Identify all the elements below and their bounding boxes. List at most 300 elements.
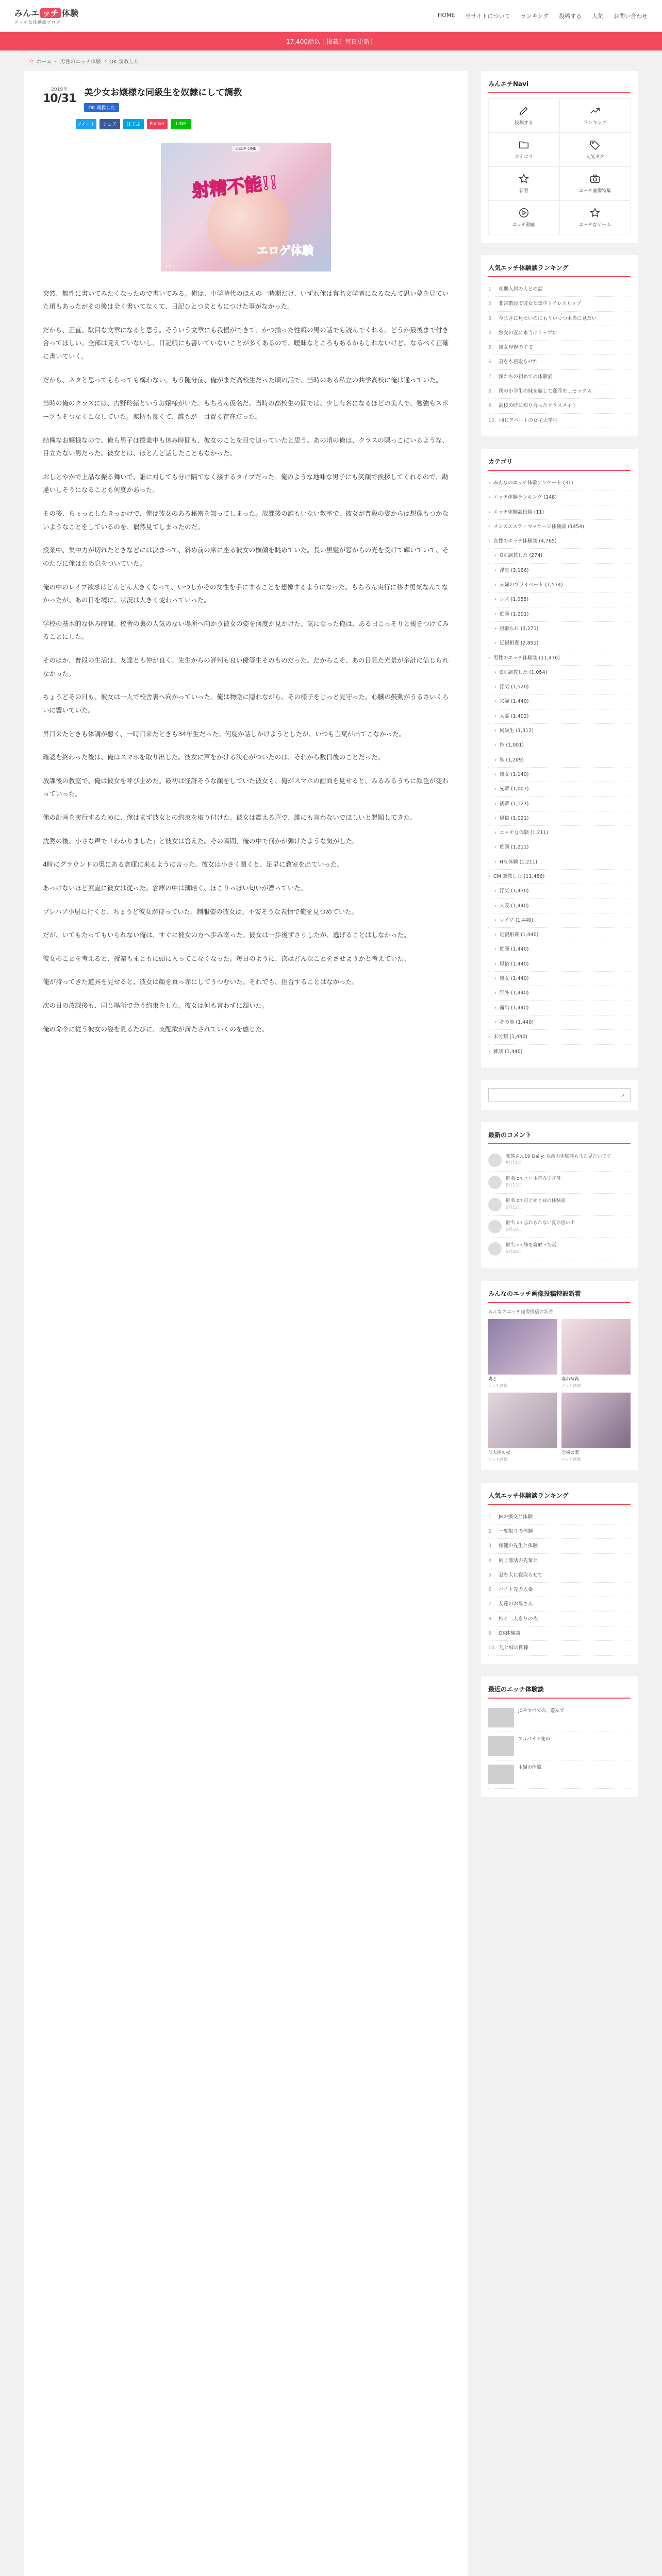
nav-about[interactable]: 当サイトについて [465, 12, 510, 20]
latest-list [488, 1704, 631, 1789]
navi-title: みんエチNavi [488, 79, 631, 93]
post-paragraph: 昇日来たときも体調が悪く、一時日来たときも34年生だった。何度か話しかけようとしたが、いつも言葉が出てこなかった。 [43, 730, 406, 738]
category-item[interactable] [488, 1001, 631, 1015]
popular-card[interactable] [561, 1319, 631, 1388]
comments-title: 最新のコメント [488, 1130, 631, 1144]
ranking-number: 8. [488, 1616, 493, 1622]
post-paragraph: 俺の中のレイプ欲求はどんどん大きくなって、いつしかその女性を手にすることを想像するようになった。もちろん実行に移す勇気なんてなかったが、あの日を境に、状況は大きく変わっていった。 [43, 583, 449, 604]
share-twitter-button[interactable]: ツイート [76, 119, 96, 129]
share-pocket-button[interactable]: Pocket [147, 119, 168, 129]
pencil-icon [518, 105, 529, 116]
popular-thumbnail [488, 1319, 557, 1375]
ranking-item-label: JKの援交と体験 [499, 1514, 533, 1520]
hero-banner[interactable] [161, 143, 331, 272]
category-item[interactable] [488, 768, 631, 782]
ranking-item[interactable] [488, 1510, 631, 1524]
search-box [488, 1088, 631, 1101]
hero-subheadline: エロゲ体験 [256, 244, 313, 258]
chevron-right-icon: › [494, 684, 496, 690]
comments-widget [481, 1122, 638, 1268]
ranking-item-label: 今まさに見たいのにもういっつ本当に見たい [499, 315, 597, 321]
logo-part1: みんエ [14, 8, 40, 18]
chevron-right-icon: › [494, 786, 496, 792]
chevron-right-icon: › [494, 815, 496, 821]
sidebar [481, 71, 638, 1809]
post-paragraph: だから、正直、駄目な文章になると思う。そういう文章にも我慢ができて、かつ揃った性癖の男の話でも読んでくれる、どうか最後まで付き合ってほしい。全部は覚えていないし、日記帳にも書いていないことが多くあるので、曖昧なところもあるかもしれないけど、なるべく正確に書いていく。 [43, 326, 449, 360]
category-item[interactable] [488, 811, 631, 826]
navi-item-label: カテゴリ [515, 155, 533, 160]
navi-item-pencil[interactable] [488, 98, 559, 132]
popular-card[interactable] [488, 1319, 557, 1388]
post-paragraph: 当時の俺のクラスには、古野玲緒というお嬢様がいた。もちろん仮名だ。当時の高校生の間では、少し有名になるほどの美人で、勉強もスポーツもそつなくこなしていた。家柄も良くて、誰もが一目置く存在だった。 [43, 399, 449, 420]
category-item[interactable] [488, 549, 631, 563]
search-input[interactable] [489, 1089, 616, 1101]
category-item[interactable] [488, 899, 631, 913]
category-item[interactable] [488, 622, 631, 636]
comment-item[interactable] [488, 1216, 631, 1238]
popular-meta: エッチ画像 [561, 1456, 581, 1462]
navi-item-gamepad[interactable] [559, 200, 631, 234]
category-label: 女性のエッチ体験談 (4,765) [493, 538, 557, 545]
latest-item[interactable] [488, 1732, 631, 1760]
category-label: 未分類 (1,440) [493, 1034, 527, 1040]
category-title: カテゴリ [488, 457, 631, 471]
article [24, 71, 468, 2576]
hero-headline: 射精不能!! [191, 172, 278, 202]
site-logo[interactable] [14, 7, 78, 25]
chevron-right-icon: › [494, 597, 496, 603]
latest-title: 最近のエッチ体験談 [488, 1685, 631, 1699]
ranking-item[interactable] [488, 312, 631, 326]
comment-body [506, 1176, 561, 1189]
category-item[interactable] [488, 753, 631, 768]
popular-thumbnail [561, 1319, 631, 1375]
latest-thumbnail [488, 1708, 514, 1727]
post-date [43, 87, 76, 105]
category-item[interactable] [488, 505, 631, 520]
ranking-item[interactable] [488, 297, 631, 311]
ranking-number: 5. [488, 1572, 493, 1578]
post-paragraph: 突然、無性に書いてみたくなったので書いてみる。俺は、中学時代のほんの一時期だけ、いずれ俺は有名文学者になるなんて思い夢を見ていた頃もあったがその後は全く書いてなくて、日記ひとつまともにつけた事がなかった。 [43, 289, 449, 311]
chevron-right-icon: › [494, 1019, 496, 1025]
category-label: 近親相姦 (1,440) [499, 932, 539, 938]
chevron-right-icon: › [488, 1048, 490, 1055]
share-line-button[interactable]: LINE [171, 119, 191, 129]
category-label: エッチ体験ランキング (148) [493, 495, 557, 501]
comment-timestamp: 5月08日 [506, 1249, 522, 1255]
category-label: 露出 (1,440) [499, 1005, 529, 1011]
ranking-item[interactable] [488, 370, 631, 384]
popular-thumbnail [561, 1393, 631, 1448]
category-label: 痴漢 (1,201) [499, 611, 529, 617]
search-icon: ⌕ [621, 1090, 625, 1098]
category-item[interactable] [488, 840, 631, 855]
post-paragraph: だが、いてもたってもいられない俺は、すぐに彼女の方へ歩み寄った。彼女は一歩後ずさりしたが、逃げることはしなかった。 [43, 931, 410, 939]
category-label: 近親相姦 (2,891) [499, 640, 539, 647]
chevron-right-icon: › [494, 611, 496, 617]
category-item[interactable] [488, 1030, 631, 1044]
chevron-right-icon: › [494, 1005, 496, 1011]
navi-item-clock[interactable] [488, 166, 559, 200]
comment-text: 匿名 on 忘れられない夏の思い出 [506, 1220, 575, 1226]
popular-card[interactable] [561, 1393, 631, 1462]
navi-item-label: 投稿する [514, 121, 533, 126]
ranking-item[interactable] [488, 1583, 631, 1597]
ranking-item[interactable] [488, 1597, 631, 1612]
chevron-right-icon: › [494, 582, 496, 588]
ranking-item-label: 保健の先生と体験 [499, 1543, 538, 1549]
ranking-item[interactable] [488, 384, 631, 399]
post-paragraph: 放課後の教室で、俺は彼女を呼び止めた。最初は怪訝そうな顔をしていた彼女も、俺がスマホの画面を見せると、みるみるうちに顔色が変わっていった。 [43, 776, 449, 798]
ranking-number: 10. [488, 417, 496, 423]
category-item[interactable] [488, 855, 631, 870]
comment-timestamp: 5月14日 [506, 1161, 522, 1166]
comment-item[interactable] [488, 1149, 631, 1172]
comment-item[interactable] [488, 1238, 631, 1260]
ranking-number: 1. [488, 286, 493, 292]
comment-body [506, 1154, 611, 1167]
category-label: 浮気 (1,520) [499, 684, 529, 690]
latest-widget [481, 1676, 638, 1797]
ranking-item[interactable] [488, 1524, 631, 1539]
ranking-item[interactable] [488, 399, 631, 413]
post-paragraph: ちょうどその日も、彼女は一人で校舎裏へ向かっていった。俺は物陰に隠れながら、その様子をじっと見守った。心臓の鼓動がうるさいくらいに響いていた。 [43, 693, 449, 714]
popular-caption: 妻と [488, 1376, 498, 1382]
category-item[interactable] [488, 972, 631, 986]
popular-meta: エッチ画像 [488, 1456, 508, 1462]
comment-item[interactable] [488, 1194, 631, 1216]
category-item[interactable] [488, 826, 631, 840]
ranking-item[interactable] [488, 282, 631, 297]
global-nav [438, 12, 648, 20]
ranking-item[interactable] [488, 355, 631, 369]
chevron-right-icon: › [488, 1034, 490, 1040]
nav-popular[interactable]: 人気 [592, 12, 603, 20]
category-label: 人妻 (1,440) [499, 903, 529, 909]
popular-card[interactable] [488, 1393, 557, 1462]
chevron-right-icon: › [494, 990, 496, 996]
avatar [488, 1242, 502, 1256]
chevron-right-icon: › [494, 640, 496, 647]
post-header [43, 87, 449, 112]
ranking-item[interactable] [488, 1554, 631, 1568]
navi-item-tag[interactable] [559, 132, 631, 166]
navi-item-label: 人気タグ [585, 155, 604, 160]
ranking-number: 6. [488, 359, 493, 365]
post-month-day: 10/31 [43, 92, 76, 105]
ranking-item-label: 非常階段で彼女と集中トイレスリップ [499, 301, 582, 307]
ranking-number: 8. [488, 388, 493, 395]
category-label: 同級生 (1,312) [499, 728, 534, 734]
avatar [488, 1176, 502, 1189]
ranking-number: 4. [488, 330, 493, 336]
tag-icon [589, 139, 601, 150]
comment-item[interactable] [488, 1172, 631, 1194]
category-item[interactable] [488, 578, 631, 592]
navi-item-label: エッチなゲーム [578, 223, 611, 228]
ranking-item-label: 友達のお母さん [499, 1601, 533, 1607]
category-item[interactable] [488, 564, 631, 578]
comment-text: 匿名 on 母と姉と妹の体験談 [506, 1198, 566, 1204]
share-hatena-button[interactable]: はてぶ [123, 119, 144, 129]
navi-widget [481, 71, 638, 243]
nav-contact[interactable]: お問い合わせ [614, 12, 648, 20]
category-item[interactable] [488, 928, 631, 942]
chevron-right-icon: › [494, 699, 496, 705]
ranking-number: 2. [488, 301, 493, 307]
navi-grid [488, 98, 631, 234]
post-paragraph: 学校の基本的な休み時間、校舎の裏の人気のない場所へ向かう彼女の姿を何度か見かけた。気になった俺は、ある日こっそりと後をつけてみることにした。 [43, 619, 449, 641]
chevron-right-icon: › [494, 932, 496, 938]
category-item[interactable] [488, 1045, 631, 1059]
latest-title-text: 主婦の体験 [518, 1765, 542, 1770]
popular-grid [488, 1319, 631, 1462]
category-item[interactable] [488, 913, 631, 928]
breadcrumb-sep-icon: › [55, 58, 57, 64]
category-label: Hな体験 (1,211) [499, 859, 538, 865]
post-paragraph: そのほか、普段の生活は、友達とも仲が良く、先生からの評判も良い優等生そのものだった。だからこそ、あの日見た光景が余計に信じられなかった。 [43, 656, 449, 677]
category-item[interactable] [488, 797, 631, 811]
ranking-number: 7. [488, 374, 493, 380]
ranking2-title: 人気エッチ体験談ランキング [488, 1491, 631, 1505]
navi-item-play[interactable] [488, 200, 559, 234]
category-item[interactable] [488, 957, 631, 972]
ranking-item-label: 妻を人に寝取らせて [499, 1572, 543, 1578]
post-category-tag[interactable]: OK 調教した [84, 103, 119, 112]
ranking-item[interactable] [488, 326, 631, 341]
chevron-right-icon: › [494, 976, 496, 982]
ranking-number: 5. [488, 345, 493, 351]
ranking-item[interactable] [488, 1568, 631, 1583]
post-paragraph: だから、ネタと思ってもらっても構わない。もう随分前、俺がまだ高校生だった頃の話で、当時のある私立の共学高校に俺は通っていた。 [43, 376, 442, 384]
ranking-number: 2. [488, 1528, 493, 1534]
chevron-right-icon: › [494, 728, 496, 734]
navi-item-ranking[interactable] [559, 98, 631, 132]
category-item[interactable] [488, 651, 631, 666]
navi-item-folder[interactable] [488, 132, 559, 166]
post-paragraph: 沈黙の後、小さな声で「わかりました」と彼女は答えた。その瞬間、俺の中で何かが弾けたような気がした。 [43, 837, 359, 845]
category-label: 風俗 (1,021) [499, 815, 529, 821]
post-paragraph: 俺の命令に従う彼女の姿を見るたびに、支配欲が満たされていくのを感じた。 [43, 1025, 269, 1033]
chevron-right-icon: › [494, 903, 496, 909]
category-item[interactable] [488, 942, 631, 957]
popular-meta: エッチ画像 [561, 1383, 581, 1388]
category-item[interactable] [488, 782, 631, 796]
ranking-item-label: 僕の小学生の妹を騙して姦淫を…セックス [499, 388, 592, 395]
comment-text: 変態さん19 Daily: 以前の体験談もまた見たいです [506, 1154, 611, 1159]
category-label: 熟女 (1,140) [499, 771, 529, 777]
category-list [488, 476, 631, 1059]
share-buttons [76, 119, 449, 129]
ranking2-widget [481, 1483, 638, 1664]
breadcrumb [0, 50, 662, 71]
chevron-right-icon: › [494, 757, 496, 763]
chevron-right-icon: › [494, 553, 496, 559]
latest-thumbnail [488, 1736, 514, 1756]
popular-thumbnail [488, 1393, 557, 1448]
category-item[interactable] [488, 870, 631, 884]
chevron-right-icon: › [488, 480, 490, 486]
category-label: 夫婦のプライベート (1,574) [499, 582, 563, 588]
ranking-number: 6. [488, 1587, 493, 1593]
comment-body [506, 1220, 575, 1233]
category-item[interactable] [488, 636, 631, 651]
post-title: 美少女お嬢様な同級生を奴隷にして調教 [84, 88, 242, 98]
category-label: レズ (1,088) [499, 597, 529, 603]
ranking-item[interactable] [488, 1641, 631, 1655]
chevron-right-icon: › [488, 509, 490, 515]
navi-item-camera[interactable] [559, 166, 631, 200]
popular-caption: 妻の写真 [561, 1376, 580, 1382]
post-paragraph: ブレハブ小屋に行くと、ちょうど彼女が待っていた。制服姿の彼女は、不安そうな表情で俺を見つめていた。 [43, 907, 358, 916]
navi-item-label: エッチ画像特集 [578, 189, 611, 194]
logo-subtitle: エッチな体験談ブログ [14, 20, 61, 25]
popular-desc: みんなのエッチ画像投稿の新着 [488, 1309, 553, 1315]
post-paragraph: 確認を終わった後は、俺はスマホを取り出した。彼女に声をかける決心がついたのは、それから数日後のことだった。 [43, 753, 385, 761]
ranking-item-label: OK体験談 [499, 1631, 521, 1636]
category-label: 風俗 (1,440) [499, 961, 529, 967]
latest-item[interactable] [488, 1704, 631, 1732]
chevron-right-icon: › [494, 771, 496, 777]
category-label: メンズエステ・マッサージ体験談 (1454) [493, 523, 584, 530]
category-label: 妹 (1,209) [499, 757, 524, 763]
category-item[interactable] [488, 520, 631, 534]
ranking-item[interactable] [488, 1612, 631, 1626]
avatar [488, 1154, 502, 1167]
category-item[interactable] [488, 694, 631, 709]
comment-body [506, 1242, 556, 1256]
category-label: OK 調教した (274) [499, 553, 543, 559]
nav-ranking[interactable]: ランキング [520, 12, 549, 20]
comment-timestamp: 5月12日 [506, 1205, 522, 1210]
nav-post[interactable]: 投稿する [559, 12, 582, 20]
logo-part2: ッチ [40, 8, 61, 18]
ranking-item-label: 熟女母親のすて [499, 345, 533, 351]
ranking-number: 3. [488, 315, 493, 321]
chevron-right-icon: › [494, 830, 496, 836]
breadcrumb-subcategory[interactable]: OK 調教した [109, 59, 139, 65]
category-item[interactable] [488, 884, 631, 899]
popular-caption: 全裸の妻 [561, 1450, 580, 1455]
category-label: 痴漢 (1,440) [499, 946, 529, 953]
category-item[interactable] [488, 1015, 631, 1030]
post-paragraph: 授業中、集中力が切れたときなどには決まって、斜め前の席に座る彼女の横顔を眺めていた。長い黒髪が窓からの光を受けて輝いていて、そのたびに俺はため息をついていた。 [43, 546, 449, 567]
post-body [43, 287, 449, 1036]
notice-bar[interactable] [0, 32, 662, 50]
ranking-item-label: 一度限りの体験 [499, 1528, 533, 1534]
ranking-item-label: 高校の時に知り合ったクラスメイト [499, 403, 577, 409]
category-item[interactable] [488, 592, 631, 607]
logo-part3: 体験 [62, 8, 79, 18]
category-label: 浮気 (1,430) [499, 888, 529, 894]
ranking-item[interactable] [488, 1539, 631, 1553]
category-item[interactable] [488, 607, 631, 622]
category-item[interactable] [488, 986, 631, 1001]
comment-text: 匿名 on エロ本読みすぎ母 [506, 1176, 561, 1181]
ranking-list [488, 282, 631, 428]
search-button[interactable] [616, 1089, 630, 1101]
latest-item[interactable] [488, 1760, 631, 1789]
ranking-number: 1. [488, 1514, 493, 1520]
chevron-right-icon: › [494, 713, 496, 719]
post-year: 2019年 [51, 87, 68, 92]
category-label: 浮気 (3,186) [499, 567, 529, 573]
category-label: 姉 (1,001) [499, 742, 524, 749]
ranking-item[interactable] [488, 341, 631, 355]
ranking-item-label: 姉と二人きりの夜 [499, 1616, 538, 1622]
ranking-item[interactable] [488, 1626, 631, 1641]
chevron-right-icon: › [488, 655, 490, 661]
home-icon: ⌂ [30, 58, 34, 64]
comment-timestamp: 5月10日 [506, 1227, 522, 1232]
category-item[interactable] [488, 709, 631, 724]
post-paragraph: 俺の計画を実行するために、俺はまず彼女との約束を取り付けた。彼女は震える声で、誰にも言わないでほしいと懇願してきた。 [43, 814, 417, 821]
category-item[interactable] [488, 490, 631, 505]
category-widget [481, 449, 638, 1067]
ranking-number: 7. [488, 1601, 493, 1607]
category-label: 野外 (1,440) [499, 990, 529, 996]
comment-list [488, 1149, 631, 1260]
ranking-item[interactable] [488, 414, 631, 428]
latest-title-text: JCやすべての、遊んで [518, 1708, 565, 1714]
post-paragraph: 4時にグラウンドの奥にある倉庫に来るように言った。彼女は小さく頷くと、足早に教室を出ていった。 [43, 860, 343, 869]
category-label: 人妻 (1,402) [499, 713, 529, 719]
share-facebook-button[interactable]: シェア [100, 119, 120, 129]
chevron-right-icon: › [494, 888, 496, 894]
category-label: OK 調教した (1,054) [499, 669, 548, 675]
ranking-number: 9. [488, 403, 493, 409]
chevron-right-icon: › [494, 946, 496, 953]
category-label: 雑談 (1,440) [493, 1048, 523, 1055]
post-paragraph: 結構なお嬢様なので、俺ら男子は授業中も休み時間も、彼女のことを目で追っていたと思う。あの頃の俺は、クラスの隅っこにいるような、目立たない男だった。彼女とは、ほとんど話したこともなかった。 [43, 436, 449, 457]
breadcrumb-home[interactable]: ホーム [36, 59, 52, 65]
popular-caption: 他人棒の夜 [488, 1450, 510, 1455]
latest-thumbnail [488, 1765, 514, 1784]
category-item[interactable] [488, 534, 631, 549]
navi-item-label: 新着 [519, 189, 528, 194]
hero-corner-label: 3DCG [165, 264, 176, 268]
chevron-right-icon: › [494, 669, 496, 675]
category-item[interactable] [488, 738, 631, 753]
chevron-right-icon: › [494, 742, 496, 749]
popular-title: みんなのエッチ画像投稿特設新着 [488, 1289, 631, 1303]
popular-meta: エッチ画像 [488, 1383, 508, 1388]
chevron-right-icon: › [494, 961, 496, 967]
category-item[interactable] [488, 724, 631, 738]
ranking-item-label: 兄と妹の関係 [499, 1645, 529, 1651]
breadcrumb-category[interactable]: 男性のエッチ体験 [60, 59, 102, 65]
search-widget [481, 1080, 638, 1110]
category-item[interactable] [488, 680, 631, 694]
ranking-item-label: 同じアパートの女子大学生 [499, 417, 558, 423]
category-item[interactable] [488, 666, 631, 680]
category-item[interactable] [488, 476, 631, 490]
nav-home[interactable]: HOME [437, 11, 455, 19]
notice-text: 17,400話以上掲載！毎日更新！ [286, 38, 376, 45]
ranking-icon [589, 105, 601, 116]
popular-images-widget [481, 1281, 638, 1470]
navi-item-label: ランキング [583, 121, 607, 126]
ranking-number: 4. [488, 1557, 493, 1564]
chevron-right-icon: › [488, 523, 490, 530]
ranking-item-label: 僕たちの初めての体験話 [499, 374, 553, 380]
avatar [488, 1198, 502, 1211]
category-label: 熟女 (1,440) [499, 976, 529, 982]
category-label: 夫婦 (1,440) [499, 699, 529, 705]
ranking-item-label: 妻をも寝取らせた [499, 359, 538, 365]
gamepad-icon [589, 207, 601, 218]
category-label: 男性のエッチ体験談 (11,476) [493, 655, 560, 661]
